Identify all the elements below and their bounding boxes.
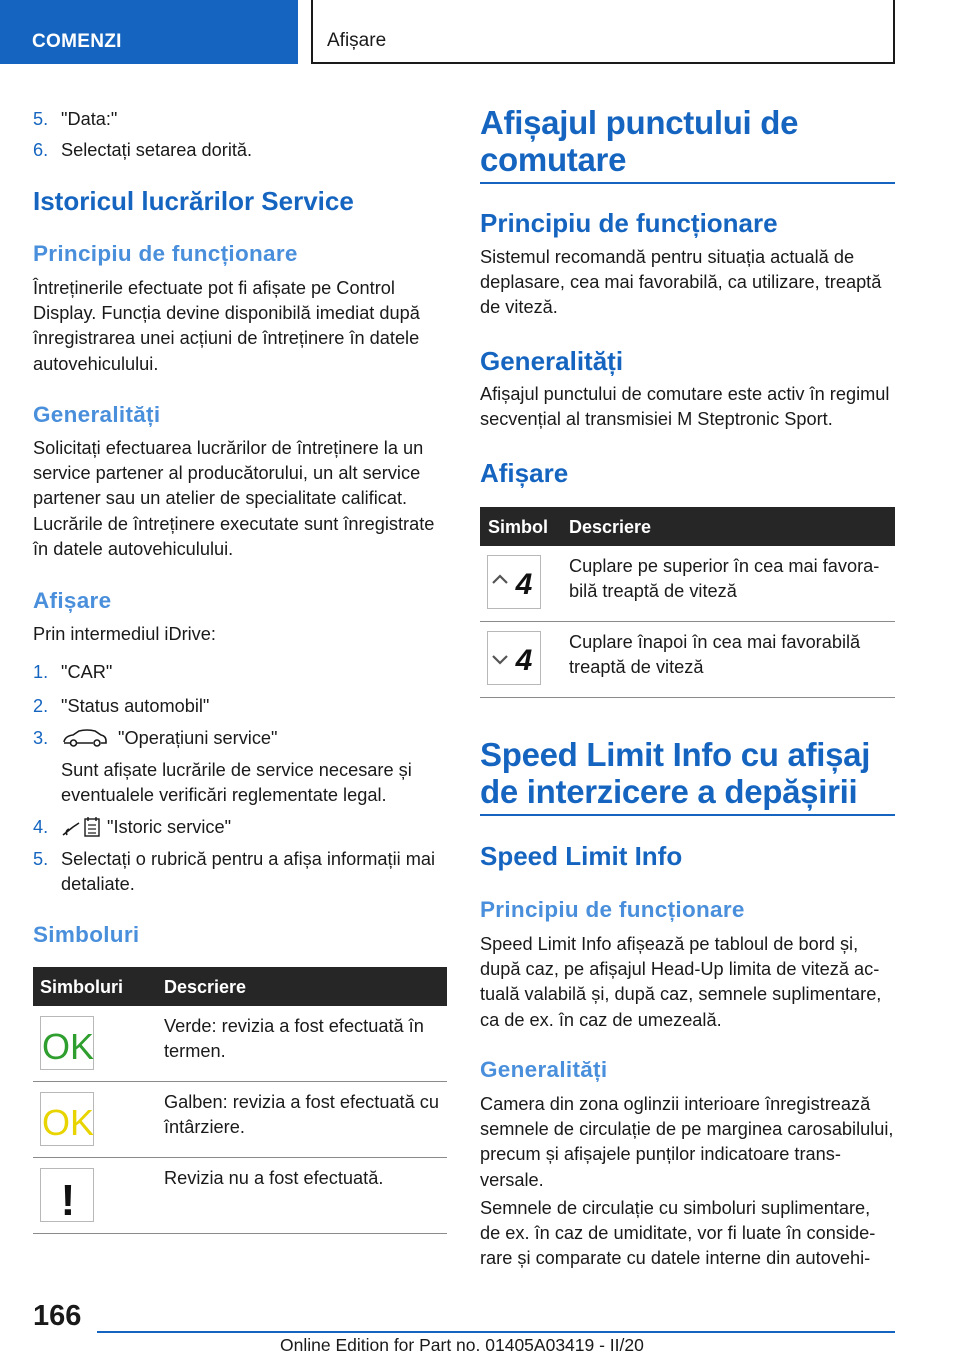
symbol-description: Verde: revizia a fost efectuată în termen.	[164, 1016, 424, 1062]
title-rule	[480, 182, 895, 184]
page-number: 166	[33, 1300, 82, 1332]
step-number: 1.	[33, 662, 49, 682]
exclamation-icon	[40, 1168, 94, 1222]
title-rule	[480, 814, 895, 816]
step-text: "CAR"	[61, 662, 113, 682]
step-subtext: Sunt afișate lucrările de service necesare și eventualele verificări reglementate legal.	[61, 760, 412, 806]
list-text: Selectați setarea dorită.	[61, 140, 253, 160]
table-row	[480, 546, 895, 622]
heading-general: Generalități	[33, 402, 161, 427]
heading-principle: Principiu de funcționare	[33, 241, 298, 266]
heading-general: Generalități	[480, 1057, 608, 1082]
ok-yellow-icon	[40, 1092, 94, 1146]
symbols-table	[33, 967, 447, 1237]
step-number: 5.	[33, 849, 49, 869]
section-label: COMENZI	[32, 31, 122, 52]
table-row	[33, 1006, 447, 1082]
svg-text:OK: OK	[41, 1102, 95, 1143]
table-header	[480, 507, 895, 546]
sli-principle-text: Speed Limit Info afișează pe tabloul de bord și, după caz, pe afișajul Head-Up limita de viteză actuală valabilă și, după caz, semnele suplimentare, ca de ex. în caz de umezeală.	[480, 934, 882, 1030]
heading-display: Afișare	[480, 458, 569, 488]
step-text: Selectați o rubrică pentru a afișa informații mai detaliate.	[61, 849, 436, 895]
ok-green-icon	[40, 1016, 94, 1070]
heading-principle: Principiu de funcționare	[480, 897, 745, 922]
gear-description: Cuplare pe superior în cea mai favorabilă treaptă de viteză	[569, 556, 880, 602]
heading-symbols: Simboluri	[33, 922, 140, 947]
step-text: "Istoric service"	[107, 817, 232, 837]
gear-table	[480, 507, 895, 699]
list-number: 5.	[33, 109, 49, 129]
column-header: Descriere	[164, 977, 247, 997]
sli-general-text-2: Semnele de circulație cu simboluri suplimentare, de ex. în caz de umiditate, vor fi luate în considerare și comparate cu datele interne din autovehi-	[480, 1198, 876, 1269]
step-number: 3.	[33, 728, 49, 748]
svg-text:4: 4	[515, 568, 533, 601]
heading-display: Afișare	[33, 588, 112, 613]
principle-text: Sistemul recomandă pentru situația actuală de deplasare, cea mai favorabilă, ca utilizare, treaptă de viteză.	[480, 247, 882, 318]
heading-service-history: Istoricul lucrărilor Service	[33, 186, 354, 216]
title-shift-point: Afișajul punctului de comutare	[480, 104, 799, 178]
list-number: 6.	[33, 140, 49, 160]
downshift-4-icon	[487, 631, 541, 685]
chapter-tab	[311, 0, 895, 64]
general-text: Afișajul punctului de comutare este activ în regimul secvențial al transmisiei M Steptronic Sport.	[480, 384, 890, 430]
svg-text:!: !	[60, 1176, 76, 1223]
upshift-4-icon	[487, 555, 541, 609]
display-intro: Prin intermediul iDrive:	[33, 624, 216, 644]
table-row	[33, 1082, 447, 1158]
svg-text:4: 4	[515, 644, 533, 677]
footer-rule	[97, 1331, 895, 1333]
table-header	[33, 967, 447, 1006]
section-tab	[0, 0, 298, 64]
table-row	[33, 1158, 447, 1234]
step-number: 2.	[33, 696, 49, 716]
svg-text:OK: OK	[41, 1026, 95, 1067]
symbol-description: Galben: revizia a fost efectuată cu întârziere.	[164, 1092, 439, 1138]
step-text: "Operațiuni service"	[118, 728, 278, 748]
sli-general-text: Camera din zona oglinzii interioare înregistrează semnele de circulație de pe marginea carosabilului, precum și afișajele punților indicatoare transversale.	[480, 1094, 894, 1190]
heading-principle: Principiu de funcționare	[480, 208, 778, 238]
step-number: 4.	[33, 817, 49, 837]
edition-text: Online Edition for Part no. 01405A03419 - II/20	[280, 1335, 644, 1355]
heading-general: Generalități	[480, 346, 624, 376]
chapter-label: Afișare	[327, 30, 387, 51]
column-header: Simbol	[488, 517, 549, 537]
principle-text: Întreținerile efectuate pot fi afișate pe Control Display. Funcția devine disponibilă imediat după înregistrarea unei acțiuni de întreținere în datele autovehiculului.	[33, 278, 420, 374]
symbol-description: Revizia nu a fost efectuată.	[164, 1168, 384, 1188]
service-history-icon	[61, 815, 103, 846]
title-speed-limit-info: Speed Limit Info cu afișaj de interzicere a depășirii	[480, 736, 871, 810]
column-header: Simboluri	[40, 977, 124, 997]
heading-speed-limit-info: Speed Limit Info	[480, 841, 683, 871]
step-text: "Status automobil"	[61, 696, 210, 716]
car-service-icon	[61, 728, 109, 755]
general-text: Solicitați efectuarea lucrărilor de întreținere la un service partener al producătorului, un alt service partener sau un atelier de specialitate calificat. Lucrările de întreținere executate sunt înregistrate în datele autovehiculului.	[33, 438, 435, 559]
list-text: "Data:"	[61, 109, 118, 129]
column-header: Descriere	[569, 517, 652, 537]
table-row	[480, 622, 895, 698]
gear-description: Cuplare înapoi în cea mai favorabilă treaptă de viteză	[569, 632, 861, 678]
